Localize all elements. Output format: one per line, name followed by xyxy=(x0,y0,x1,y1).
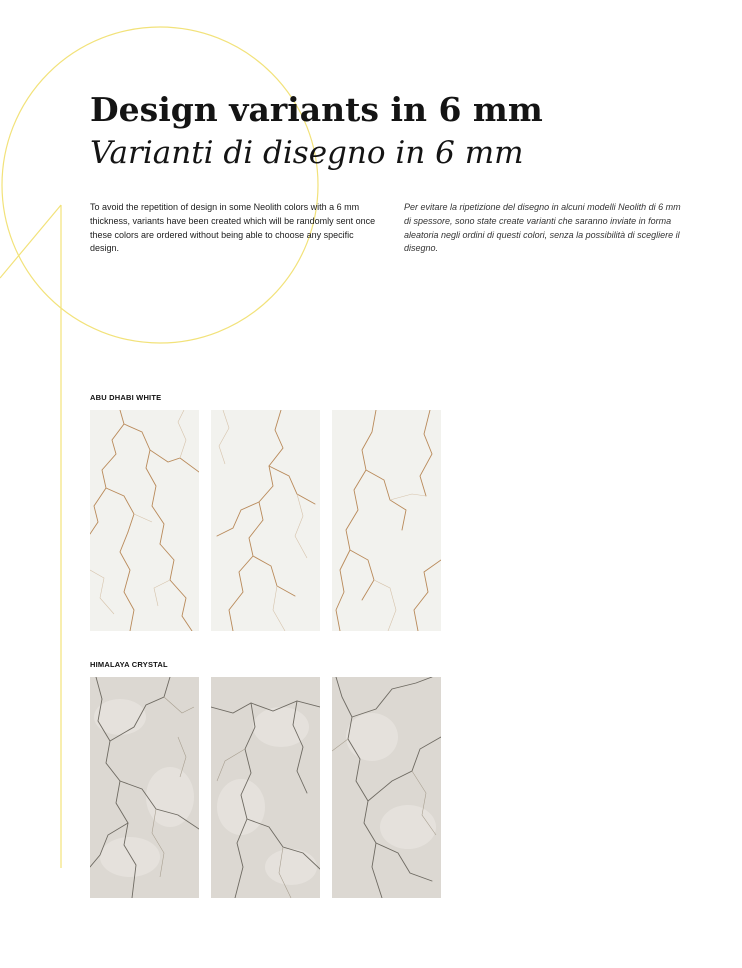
intro-paragraph-italian: Per evitare la ripetizione del disegno in alcuni modelli Neolith di 6 mm di spessore, sono state create varianti che saranno inviate in forma aleatoria negli ordini di questi colori, senza la possibilità di scegliere il disegno. xyxy=(404,202,681,254)
himalaya-crystal-variant-3 xyxy=(332,677,441,898)
page-title-italian: Varianti di disegno in 6 mm xyxy=(90,135,524,171)
himalaya-crystal-variant-2 xyxy=(211,677,320,898)
intro-paragraph-english: To avoid the repetition of design in some Neolith colors with a 6 mm thickness, variants have been created which will be randomly sent once these colors are ordered without being able to choose any specific design. xyxy=(90,202,376,254)
section-label-himalaya-crystal: HIMALAYA CRYSTAL xyxy=(90,660,168,669)
abu-dhabi-white-variant-1 xyxy=(90,410,199,631)
abu-dhabi-white-variant-3 xyxy=(332,410,441,631)
himalaya-crystal-variant-1 xyxy=(90,677,199,898)
abu-dhabi-white-variant-2 xyxy=(211,410,320,631)
section-label-abu-dhabi-white: ABU DHABI WHITE xyxy=(90,393,162,402)
page-title: Design variants in 6 mm xyxy=(90,90,543,129)
